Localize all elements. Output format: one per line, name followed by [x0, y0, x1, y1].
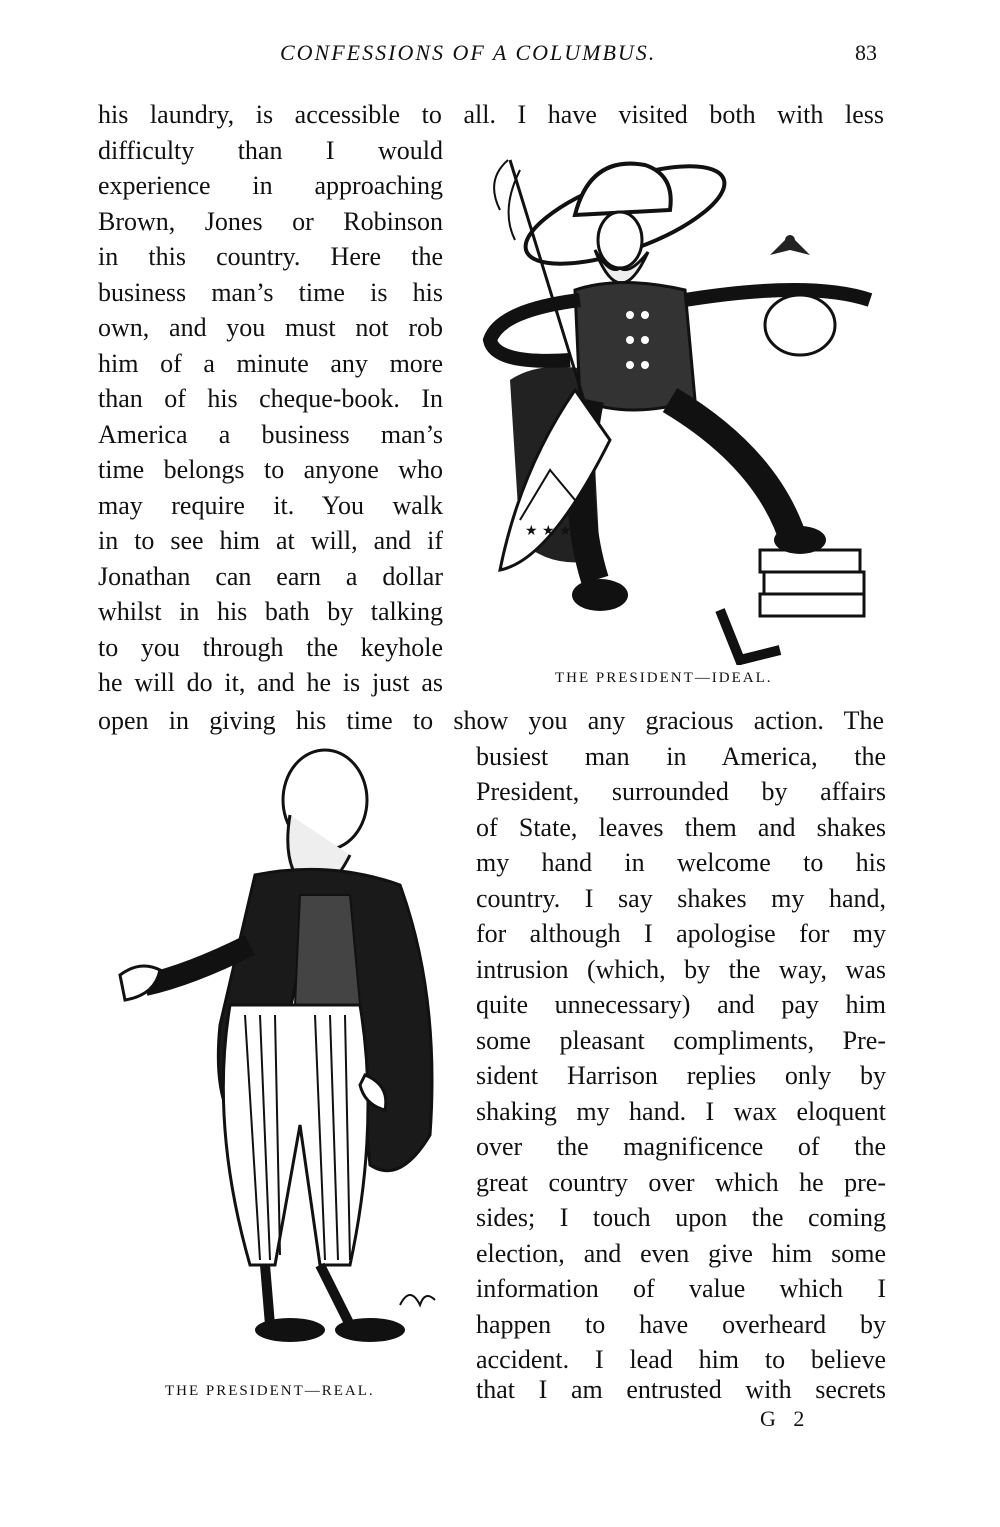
right-column-line: quite unnecessary) and pay him — [476, 990, 886, 1019]
right-column-line: of State, leaves them and shakes — [476, 813, 886, 842]
left-column-line: than of his cheque-book. In — [98, 384, 443, 413]
caption-president-ideal: THE PRESIDENT—IDEAL. — [555, 670, 773, 686]
right-column-line: for although I apologise for my — [476, 919, 886, 948]
president-ideal-drawing — [480, 140, 890, 665]
right-column-line: happen to have overheard by — [476, 1310, 886, 1339]
svg-text:★ ★ ★: ★ ★ ★ — [525, 523, 572, 539]
left-column-line: Jonathan can earn a dollar — [98, 562, 443, 591]
right-column-line: over the magnificence of the — [476, 1132, 886, 1161]
caption-president-real: THE PRESIDENT—REAL. — [165, 1383, 375, 1399]
right-column-line: intrusion (which, by the way, was — [476, 955, 886, 984]
left-column-line: business man’s time is his — [98, 278, 443, 307]
right-column-line: accident. I lead him to believe — [476, 1345, 886, 1374]
left-column-line: whilst in his bath by talking — [98, 597, 443, 626]
right-column-line: shaking my hand. I wax eloquent — [476, 1097, 886, 1126]
right-column-line: busiest man in America, the — [476, 742, 886, 771]
right-column-line: country. I say shakes my hand, — [476, 884, 886, 913]
signature-mark: G 2 — [760, 1406, 811, 1431]
right-column-line: great country over which he pre- — [476, 1168, 886, 1197]
left-column-line: may require it. You walk — [98, 491, 443, 520]
running-title: CONFESSIONS OF A COLUMBUS. — [280, 40, 657, 65]
page-number: 83 — [855, 40, 877, 65]
illustration-president-real — [100, 745, 450, 1375]
right-column-line: that I am entrusted with secrets — [476, 1375, 886, 1404]
left-column-line: Brown, Jones or Robinson — [98, 207, 443, 236]
right-column-line: election, and even give him some — [476, 1239, 886, 1268]
right-column-line: sident Harrison replies only by — [476, 1061, 886, 1090]
left-column-line: experience in approaching — [98, 171, 443, 200]
left-column-line: he will do it, and he is just as — [98, 668, 443, 697]
president-real-drawing — [100, 745, 450, 1375]
left-column-line: America a business man’s — [98, 420, 443, 449]
left-column-line: to you through the keyhole — [98, 633, 443, 662]
right-column-line: President, surrounded by affairs — [476, 777, 886, 806]
text-line-top: his laundry, is accessible to all. I have visited both with less — [98, 100, 884, 129]
left-column-line: in this country. Here the — [98, 242, 443, 271]
right-column-line: my hand in welcome to his — [476, 848, 886, 877]
right-column-line: information of value which I — [476, 1274, 886, 1303]
left-column-line: in to see him at will, and if — [98, 526, 443, 555]
left-column-line: own, and you must not rob — [98, 313, 443, 342]
illustration-president-ideal — [480, 140, 890, 665]
running-head — [0, 40, 1000, 74]
left-column-line: time belongs to anyone who — [98, 455, 443, 484]
right-column-line: some pleasant compliments, Pre- — [476, 1026, 886, 1055]
text-line-middle: open in giving his time to show you any gracious action. The — [98, 706, 884, 735]
left-column-line: him of a minute any more — [98, 349, 443, 378]
left-column-line: difficulty than I would — [98, 136, 443, 165]
right-column-line: sides; I touch upon the coming — [476, 1203, 886, 1232]
